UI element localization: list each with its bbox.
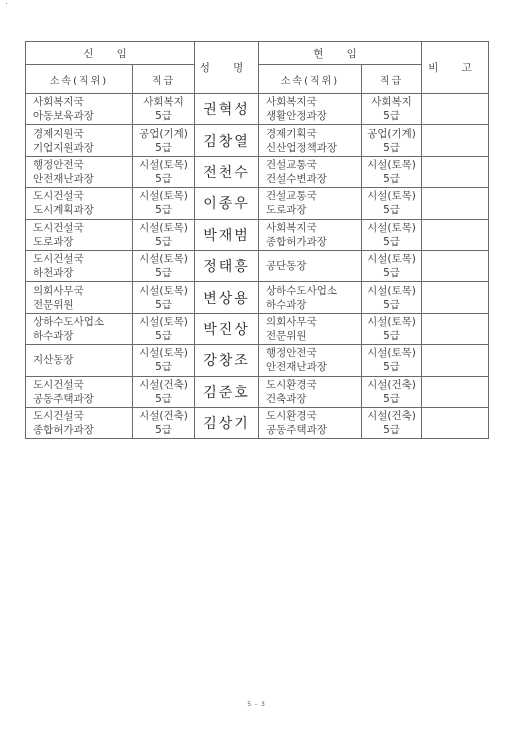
current-unit-cell — [259, 282, 362, 313]
person-name: 이종우 — [195, 188, 259, 219]
table-row — [26, 188, 489, 219]
table-row — [26, 250, 489, 281]
current-unit-line-2: 건설수변과장 — [266, 172, 327, 185]
new-grade-cell — [133, 94, 195, 125]
current-grade-line-1: 시설(토목) — [367, 347, 416, 360]
new-grade-cell — [133, 345, 195, 376]
new-unit-cell — [26, 282, 133, 313]
current-grade-header: 직급 — [362, 65, 422, 94]
current-grade-line-2: 5급 — [383, 329, 400, 342]
remark-cell — [422, 219, 489, 250]
current-unit-cell — [259, 313, 362, 344]
new-grade-cell — [133, 376, 195, 407]
person-name: 전천수 — [195, 156, 259, 187]
current-unit-cell — [259, 345, 362, 376]
current-grade-line-1: 시설(토목) — [367, 158, 416, 171]
new-unit-line-2: 안전재난과장 — [33, 172, 94, 185]
new-unit-line-1: 상하수도사업소 — [33, 315, 105, 328]
new-unit-line-1: 도시건설국 — [33, 221, 84, 234]
table-row — [26, 407, 489, 438]
remark-cell — [422, 250, 489, 281]
current-unit-line-1: 사회복지국 — [266, 221, 317, 234]
new-grade-line-2: 5급 — [155, 110, 172, 123]
remark-cell — [422, 94, 489, 125]
person-name: 권혁성 — [195, 94, 259, 125]
table-row — [26, 376, 489, 407]
new-grade-line-1: 시설(토목) — [139, 190, 188, 203]
current-grade-line-1: 시설(토목) — [367, 253, 416, 266]
current-grade-line-2: 5급 — [383, 267, 400, 280]
current-grade-cell — [362, 345, 422, 376]
current-unit-line-1: 사회복지국 — [266, 96, 317, 109]
new-unit-line-2: 아동보육과장 — [33, 110, 94, 123]
new-grade-line-2: 5급 — [155, 172, 172, 185]
current-unit-line-2: 종합허가과장 — [266, 235, 327, 248]
new-unit-line-1: 사회복지국 — [33, 96, 84, 109]
current-unit-line-1: 도시환경국 — [266, 410, 317, 423]
current-grade-cell — [362, 250, 422, 281]
current-unit-cell — [259, 407, 362, 438]
current-grade-cell — [362, 156, 422, 187]
new-grade-line-2: 5급 — [155, 329, 172, 342]
personnel-table — [25, 41, 489, 439]
new-unit-line-2: 공동주택과장 — [33, 392, 94, 405]
current-unit-cell — [259, 376, 362, 407]
new-unit-line-1: 도시건설국 — [33, 410, 84, 423]
new-grade-line-2: 5급 — [155, 361, 172, 374]
current-group-header: 현 임 — [259, 42, 422, 65]
table-row — [26, 313, 489, 344]
new-unit-line-2: 기업지원과장 — [33, 141, 94, 154]
scan-speck — [6, 3, 7, 4]
new-unit-line-2: 도로과장 — [33, 235, 74, 248]
new-unit-line-1: 의회사무국 — [33, 284, 84, 297]
current-unit-cell — [259, 188, 362, 219]
current-grade-line-2: 5급 — [383, 235, 400, 248]
current-unit-cell — [259, 250, 362, 281]
current-unit-line-2: 도로과장 — [266, 204, 307, 217]
current-unit-line-1: 건설교통국 — [266, 190, 317, 203]
new-unit-cell — [26, 125, 133, 156]
current-grade-line-2: 5급 — [383, 298, 400, 311]
current-unit-line-1: 도시환경국 — [266, 378, 317, 391]
new-grade-cell — [133, 188, 195, 219]
table-row — [26, 345, 489, 376]
new-grade-line-1: 시설(토목) — [139, 347, 188, 360]
person-name: 정태흥 — [195, 250, 259, 281]
remark-cell — [422, 188, 489, 219]
current-grade-line-2: 5급 — [383, 141, 400, 154]
current-grade-line-2: 5급 — [383, 204, 400, 217]
current-grade-cell — [362, 282, 422, 313]
current-unit-line-1: 의회사무국 — [266, 315, 317, 328]
current-grade-line-1: 시설(토목) — [367, 190, 416, 203]
current-unit-line-2: 신산업정책과장 — [266, 141, 338, 154]
current-unit-cell — [259, 219, 362, 250]
new-grade-cell — [133, 156, 195, 187]
new-unit-cell — [26, 250, 133, 281]
remark-cell — [422, 313, 489, 344]
new-unit-line-1: 도시건설국 — [33, 378, 84, 391]
new-grade-cell — [133, 407, 195, 438]
current-grade-line-1: 시설(토목) — [367, 284, 416, 297]
new-unit-cell — [26, 376, 133, 407]
new-unit-cell — [26, 94, 133, 125]
remark-cell — [422, 407, 489, 438]
table-body — [26, 94, 489, 439]
new-grade-cell — [133, 282, 195, 313]
current-grade-line-1: 시설(건축) — [367, 378, 416, 391]
current-grade-cell — [362, 376, 422, 407]
current-grade-line-1: 시설(건축) — [367, 410, 416, 423]
new-unit-cell — [26, 407, 133, 438]
new-unit-cell — [26, 345, 133, 376]
current-unit-cell — [259, 125, 362, 156]
new-unit-cell — [26, 313, 133, 344]
current-grade-line-2: 5급 — [383, 392, 400, 405]
current-unit-line-2: 전문위원 — [266, 329, 307, 342]
person-name: 김상기 — [195, 407, 259, 438]
page-number: 5 - 3 — [247, 701, 266, 708]
new-grade-line-1: 시설(건축) — [139, 378, 188, 391]
new-grade-line-2: 5급 — [155, 298, 172, 311]
current-unit-line-2: 하수과장 — [266, 298, 307, 311]
table-row — [26, 219, 489, 250]
new-grade-line-2: 5급 — [155, 424, 172, 437]
current-grade-line-2: 5급 — [383, 172, 400, 185]
remark-cell — [422, 125, 489, 156]
current-unit-line-1: 공단동장 — [266, 260, 307, 273]
new-unit-line-1: 지산동장 — [33, 354, 74, 367]
current-unit-cell — [259, 94, 362, 125]
current-grade-line-2: 5급 — [383, 424, 400, 437]
new-unit-cell — [26, 188, 133, 219]
new-unit-line-2: 도시계획과장 — [33, 204, 94, 217]
current-grade-line-1: 공업(기계) — [367, 127, 416, 140]
person-name: 박진상 — [195, 313, 259, 344]
new-grade-line-1: 공업(기계) — [139, 127, 188, 140]
current-unit-line-1: 경제기획국 — [266, 127, 317, 140]
current-unit-line-1: 건설교통국 — [266, 158, 317, 171]
new-unit-cell — [26, 219, 133, 250]
current-unit-line-2: 안전재난과장 — [266, 361, 327, 374]
new-unit-cell — [26, 156, 133, 187]
table-row — [26, 94, 489, 125]
current-unit-line-2: 건축과장 — [266, 392, 307, 405]
person-name: 김창열 — [195, 125, 259, 156]
remark-cell — [422, 345, 489, 376]
current-grade-line-1: 사회복지 — [371, 96, 412, 109]
new-unit-line-2: 종합허가과장 — [33, 424, 94, 437]
new-grade-line-2: 5급 — [155, 235, 172, 248]
person-name: 강창조 — [195, 345, 259, 376]
new-grade-header: 직급 — [133, 65, 195, 94]
new-group-header: 신 임 — [26, 42, 195, 65]
table-row — [26, 125, 489, 156]
current-unit-line-2: 공동주택과장 — [266, 424, 327, 437]
new-grade-cell — [133, 250, 195, 281]
remark-column-header: 비 고 — [422, 42, 489, 94]
current-unit-line-1: 행정안전국 — [266, 347, 317, 360]
new-grade-line-2: 5급 — [155, 267, 172, 280]
remark-cell — [422, 156, 489, 187]
current-grade-line-2: 5급 — [383, 110, 400, 123]
current-grade-cell — [362, 313, 422, 344]
new-grade-line-1: 시설(토목) — [139, 315, 188, 328]
new-grade-line-1: 시설(토목) — [139, 284, 188, 297]
new-unit-header: 소속(직위) — [26, 65, 133, 94]
remark-cell — [422, 376, 489, 407]
current-grade-cell — [362, 125, 422, 156]
new-grade-line-1: 시설(건축) — [139, 410, 188, 423]
new-unit-line-2: 하수과장 — [33, 329, 74, 342]
current-unit-line-1: 상하수도사업소 — [266, 284, 338, 297]
new-unit-line-2: 하천과장 — [33, 267, 74, 280]
new-grade-line-2: 5급 — [155, 392, 172, 405]
current-unit-line-2: 생활안정과장 — [266, 110, 327, 123]
person-name: 변상용 — [195, 282, 259, 313]
person-name: 김준호 — [195, 376, 259, 407]
new-grade-cell — [133, 125, 195, 156]
current-grade-line-2: 5급 — [383, 361, 400, 374]
current-grade-cell — [362, 219, 422, 250]
table-row — [26, 282, 489, 313]
current-unit-cell — [259, 156, 362, 187]
new-grade-cell — [133, 313, 195, 344]
new-grade-line-1: 시설(토목) — [139, 221, 188, 234]
table-row — [26, 156, 489, 187]
new-unit-line-1: 경제지원국 — [33, 127, 84, 140]
new-grade-line-2: 5급 — [155, 204, 172, 217]
current-grade-line-1: 시설(토목) — [367, 221, 416, 234]
new-unit-line-1: 도시건설국 — [33, 190, 84, 203]
current-grade-cell — [362, 188, 422, 219]
person-name: 박재범 — [195, 219, 259, 250]
new-unit-line-2: 전문위원 — [33, 298, 74, 311]
new-grade-cell — [133, 219, 195, 250]
name-column-header: 성 명 — [195, 42, 259, 94]
current-unit-header: 소속(직위) — [259, 65, 362, 94]
current-grade-cell — [362, 94, 422, 125]
current-grade-cell — [362, 407, 422, 438]
new-grade-line-2: 5급 — [155, 141, 172, 154]
new-unit-line-1: 행정안전국 — [33, 158, 84, 171]
new-grade-line-1: 시설(토목) — [139, 253, 188, 266]
remark-cell — [422, 282, 489, 313]
new-unit-line-1: 도시건설국 — [33, 253, 84, 266]
new-grade-line-1: 사회복지 — [143, 96, 184, 109]
current-grade-line-1: 시설(토목) — [367, 315, 416, 328]
new-grade-line-1: 시설(토목) — [139, 158, 188, 171]
header-row-1 — [26, 42, 489, 65]
